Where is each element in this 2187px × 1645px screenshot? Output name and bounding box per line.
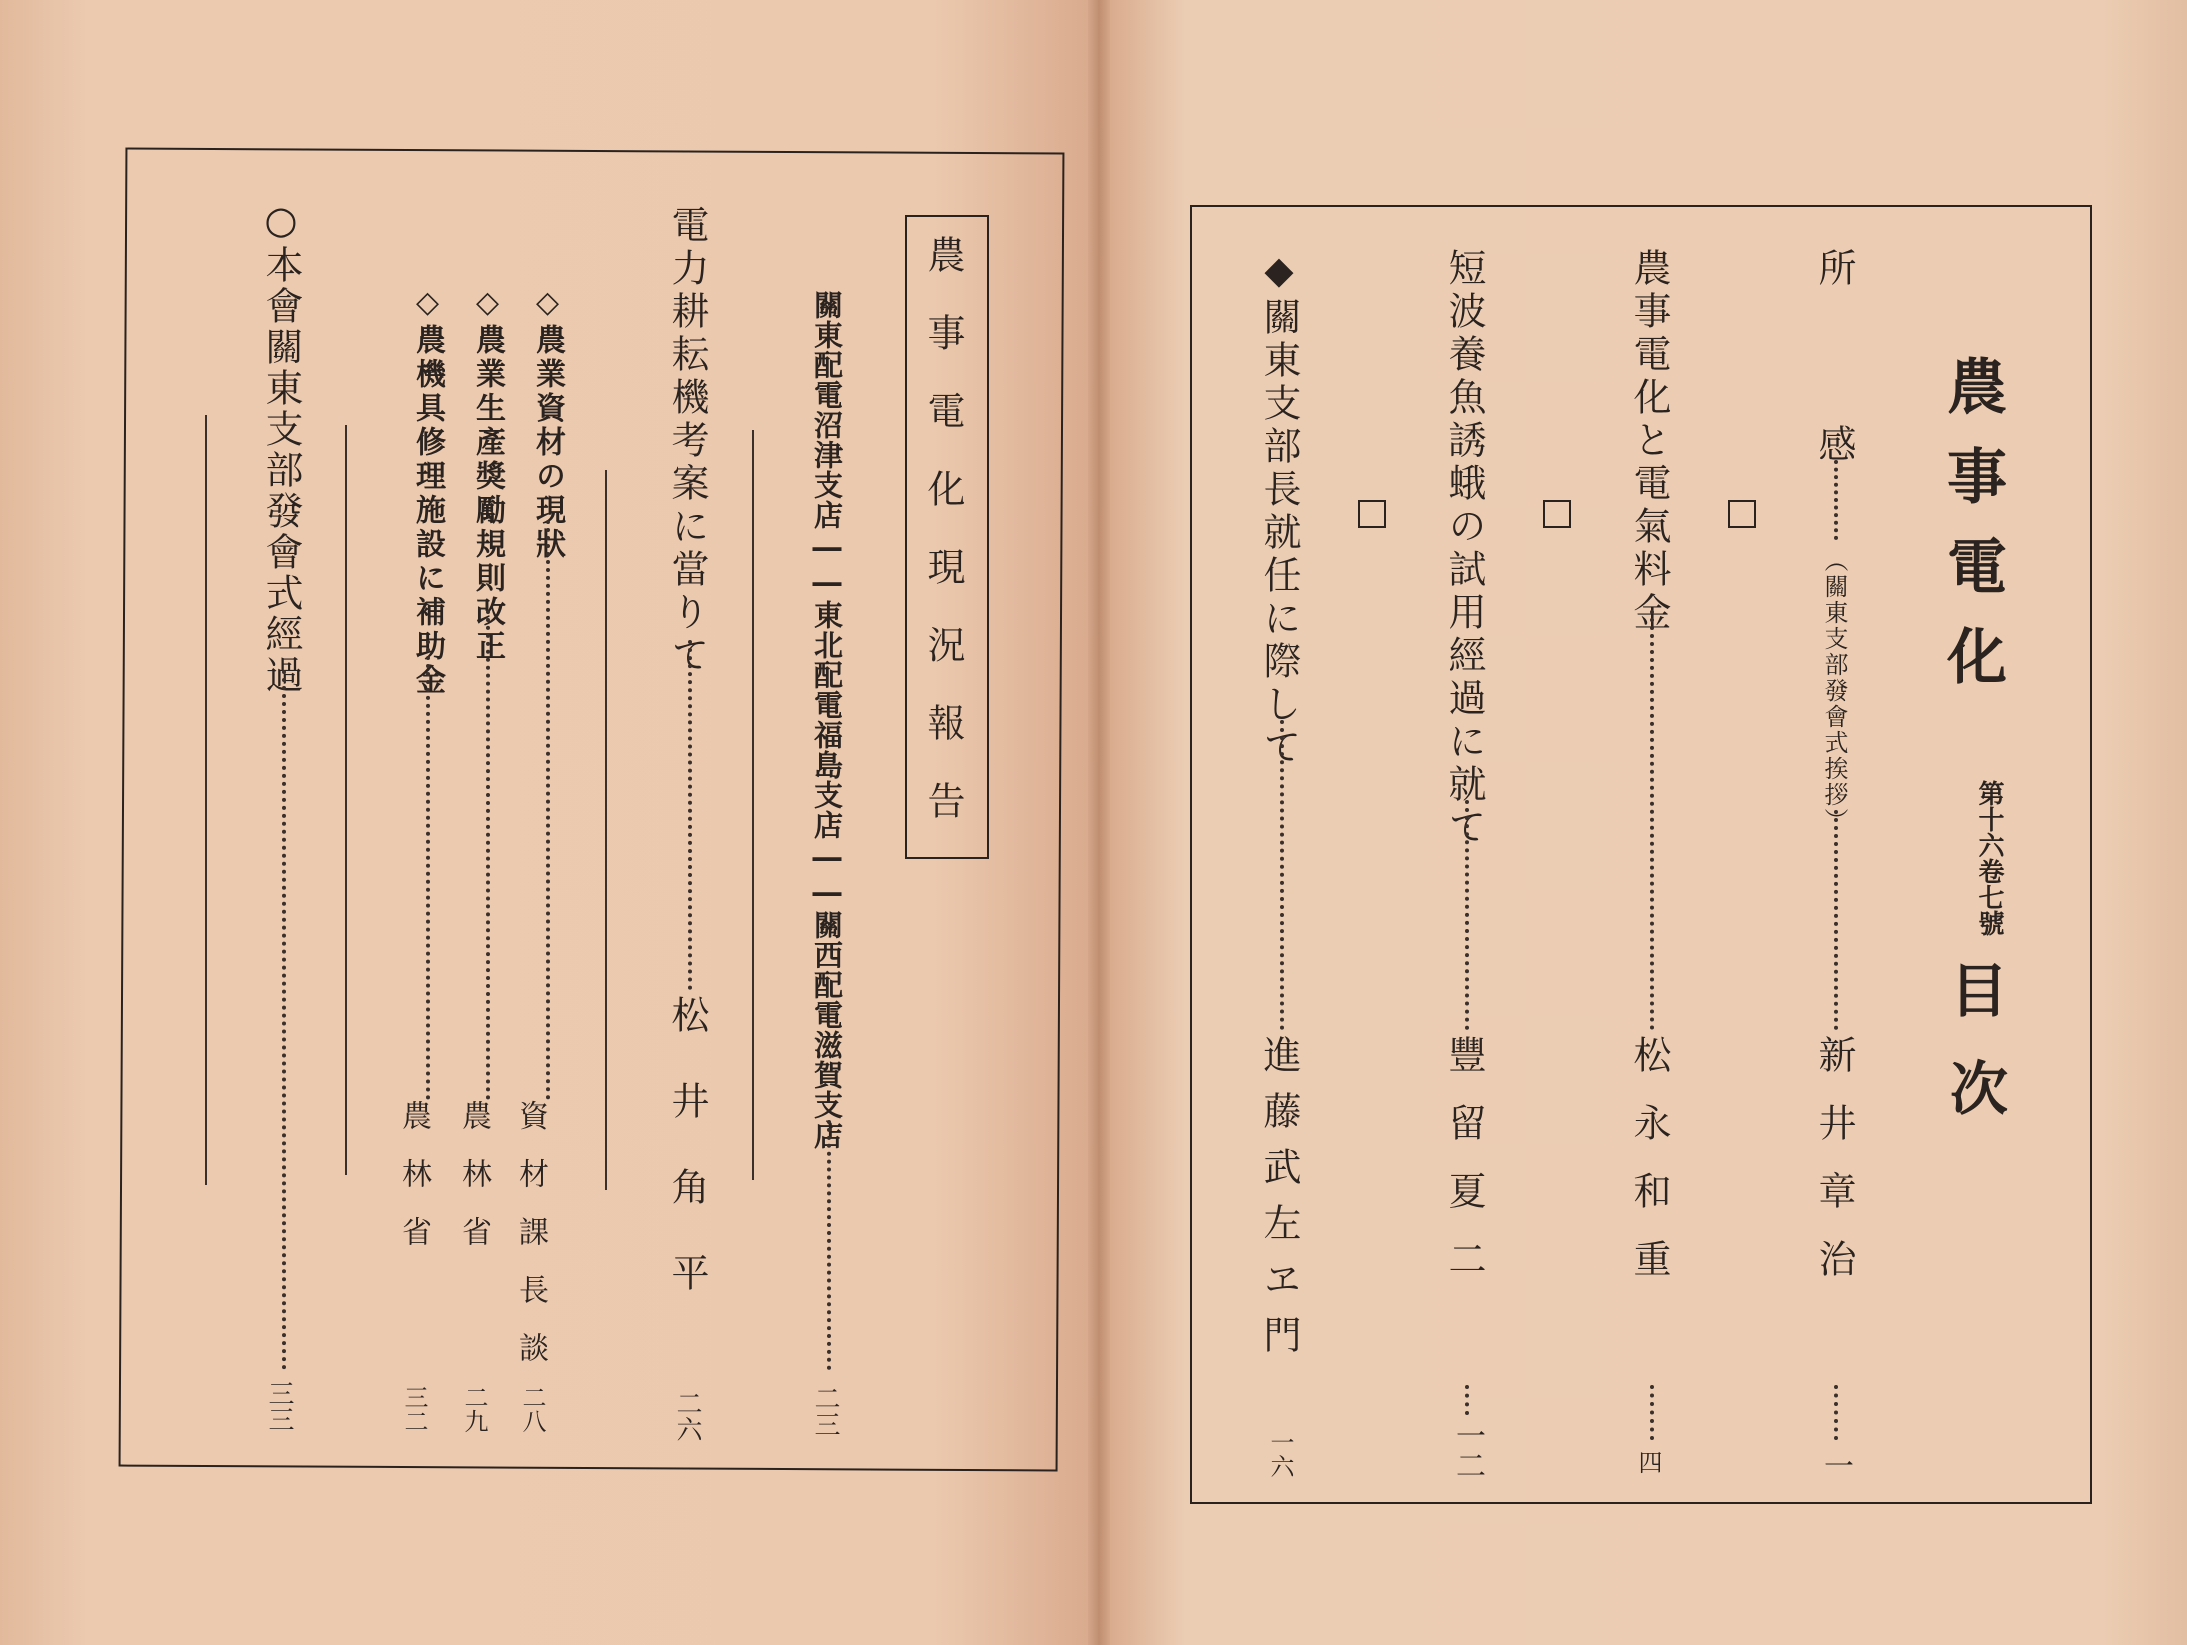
- subitem-author: 農林省: [396, 1100, 431, 1274]
- toc-entry-author: 進藤武左ヱ門: [1257, 1035, 1301, 1371]
- book-gutter: [1088, 0, 1110, 1645]
- leader-dots: [1834, 810, 1838, 1030]
- volume-number: 第十六卷七號: [1974, 780, 2004, 936]
- article-title: 電力耕耘機考案に當りて: [665, 205, 709, 678]
- toc-entry-page: 一: [1818, 1450, 1853, 1480]
- section-heading: 農事電化現況報告: [921, 235, 965, 859]
- leader-dots: [1834, 460, 1838, 540]
- subitem-author: 農林省: [456, 1100, 491, 1274]
- leader-dots: [1280, 720, 1284, 1030]
- leader-dots: [282, 670, 286, 1370]
- toc-entry-author: 豐留夏二: [1442, 1035, 1486, 1307]
- leader-dots: [827, 1120, 831, 1370]
- subitem-page: 二八: [518, 1385, 546, 1433]
- leader-dots: [1834, 1385, 1838, 1440]
- article-page: 二六: [672, 1390, 702, 1442]
- subitem-title: ◇農機具修理施設に補助金: [410, 285, 445, 698]
- leader-dots: [1650, 1385, 1654, 1440]
- toc-entry-title: 所 感: [1812, 248, 1856, 512]
- toc-entry-title: ◆關東支部長就任に際して: [1257, 248, 1301, 770]
- toc-entry-note: （關東支部發會式挨拶）: [1820, 548, 1848, 834]
- subitem-author: 資材課長談: [513, 1100, 548, 1390]
- leader-dots: [1650, 610, 1654, 1030]
- box-marker: [1543, 500, 1571, 528]
- leader-dots: [688, 640, 692, 990]
- article-author: 松井角平: [665, 995, 709, 1339]
- toc-entry-title: 農事電化と電氣料金: [1627, 248, 1671, 635]
- toc-entry-page: 四: [1634, 1450, 1662, 1474]
- toc-title: 目次: [1940, 960, 2008, 1156]
- subitem-page: 二九: [460, 1385, 488, 1433]
- subitem-title: ◇農業資材の現狀: [530, 285, 565, 562]
- toc-entry-author: 新井章治: [1812, 1035, 1856, 1307]
- leader-dots: [1465, 800, 1469, 1030]
- toc-entry-title: 短波養魚誘蛾の試用經過に就て: [1442, 248, 1486, 850]
- report-page: 二三: [810, 1385, 840, 1437]
- leader-dots: [1465, 1385, 1469, 1415]
- toc-entry-author: 松永和重: [1627, 1035, 1671, 1307]
- leader-dots: [426, 640, 430, 1100]
- column-rule: [345, 425, 347, 1175]
- report-branches: 關東配電沼津支店――東北配電福島支店――關西配電滋賀支店: [810, 290, 844, 1150]
- final-entry-title: ○本會關東支部發會式經過: [259, 198, 303, 696]
- box-marker: [1358, 500, 1386, 528]
- toc-entry-page: 一二: [1450, 1420, 1485, 1480]
- toc-entry-page: 一六: [1266, 1430, 1294, 1478]
- final-entry-page: 三三: [264, 1380, 294, 1432]
- box-marker: [1728, 500, 1756, 528]
- subitem-title: ◇農業生產獎勵規則改正: [470, 285, 505, 664]
- leader-dots: [546, 520, 550, 1100]
- subitem-page: 三二: [400, 1385, 428, 1433]
- leader-dots: [486, 610, 490, 1100]
- column-rule: [752, 430, 754, 1180]
- column-rule: [205, 415, 207, 1185]
- magazine-title: 農事電化: [1937, 355, 2007, 715]
- column-rule: [605, 470, 607, 1190]
